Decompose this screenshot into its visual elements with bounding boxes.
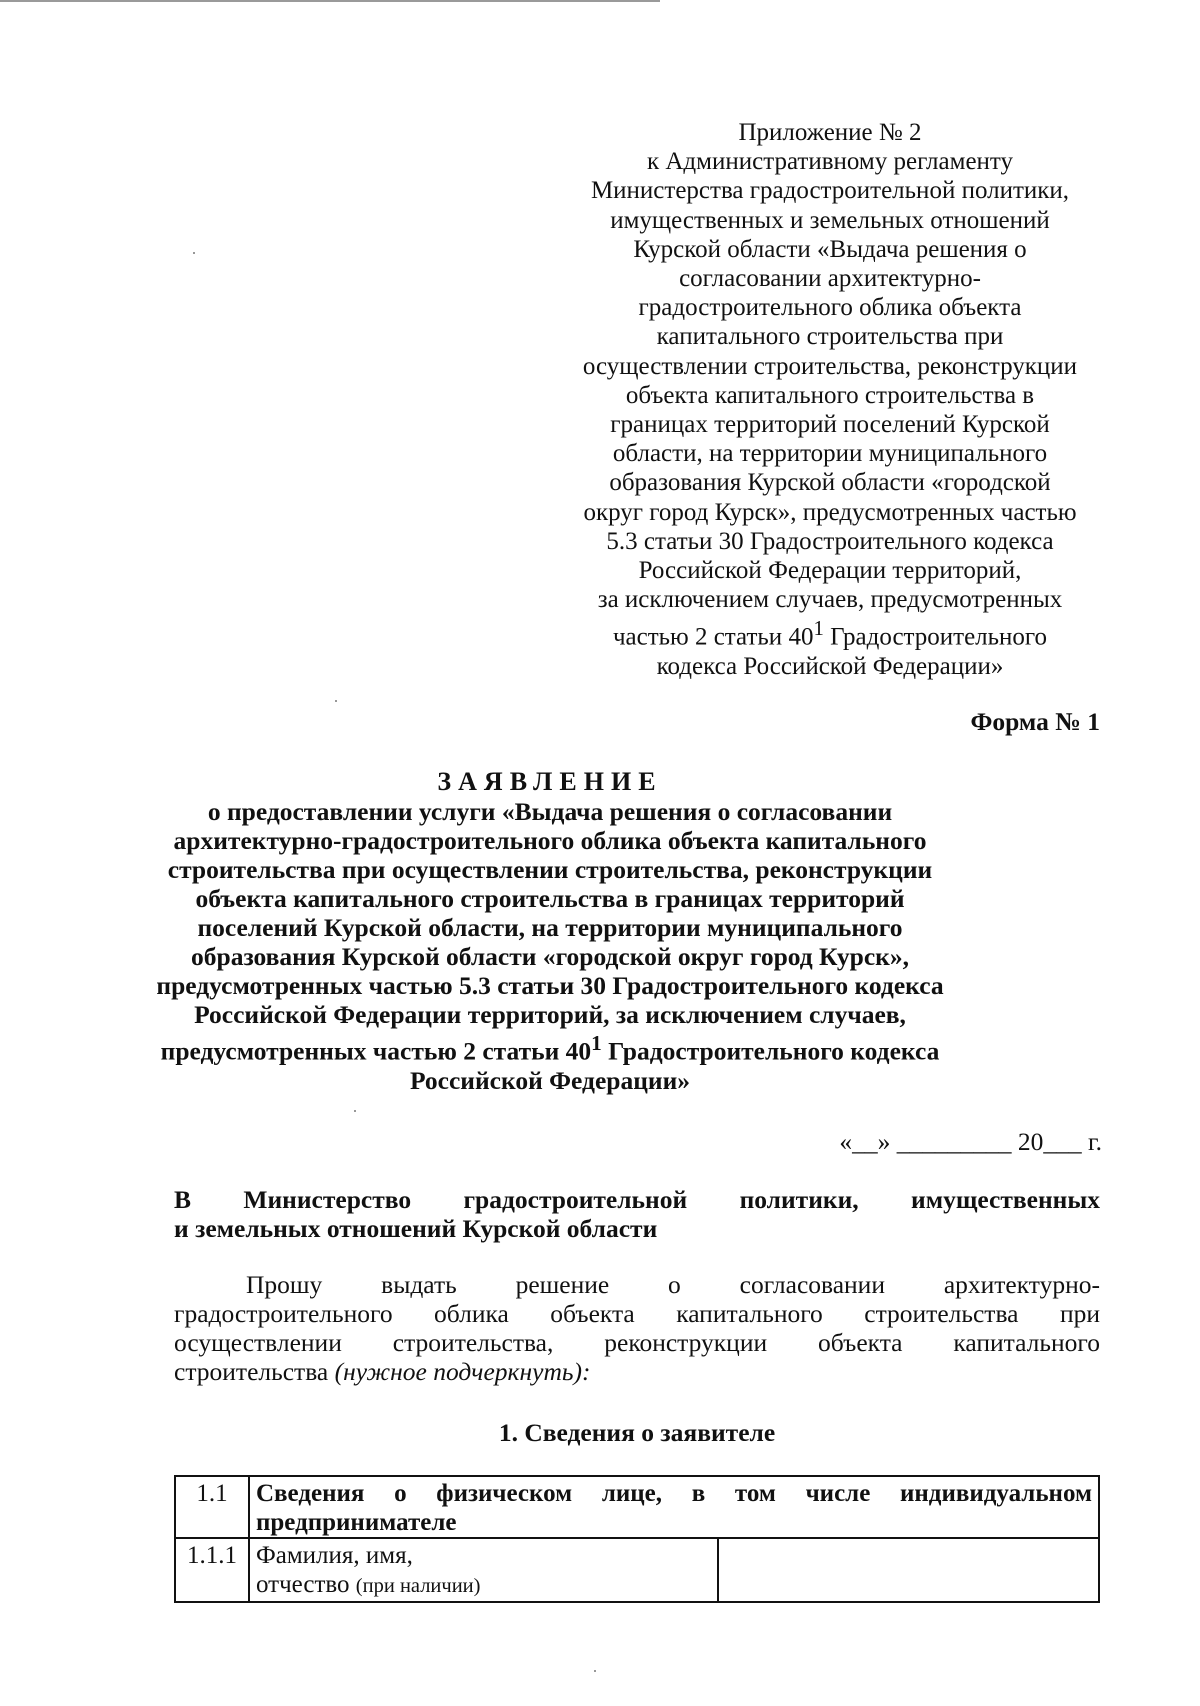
appendix-line: капитального строительства при (656, 323, 1004, 351)
request-line: Прошу выдать решение о согласовании архитектурно- (246, 1270, 1100, 1299)
appendix-line: согласовании архитектурно- (679, 265, 981, 293)
addressee (174, 1185, 1100, 1243)
appendix-line: округ город Курск», предусмотренных частью (583, 498, 1077, 526)
appendix-line: объекта капитального строительства в (625, 381, 1035, 409)
appendix-line: Российской Федерации территорий, (638, 557, 1022, 585)
appendix-article-superscript: 1 (813, 616, 824, 641)
subtitle-article-text: предусмотренных частью 2 статьи 40 (160, 1036, 592, 1066)
row-heading (249, 1476, 1099, 1538)
form-number: Форма № 1 (970, 707, 1100, 736)
appendix-line: Курской области «Выдача решения о (633, 235, 1027, 263)
field-label-line: отчество (256, 1571, 350, 1598)
addressee-line: В Министерство градостроительной политики, имущественных (174, 1185, 1100, 1214)
subtitle-line: архитектурно-градостроительного облика объекта капитального (173, 826, 927, 855)
request-line (174, 1357, 1100, 1386)
request-hint: (нужное подчеркнуть): (334, 1357, 591, 1386)
scan-speck (354, 1110, 356, 1112)
field-label-line: Фамилия, имя, (256, 1542, 413, 1569)
subtitle-line: предусмотренных частью 5.3 статьи 30 Градостроительного кодекса (156, 971, 944, 1000)
scan-speck (193, 252, 195, 254)
request-paragraph (174, 1270, 1100, 1386)
appendix-line: имущественных и земельных отношений (610, 206, 1050, 234)
subtitle-line: поселений Курской области, на территории муниципального (197, 913, 903, 942)
appendix-article-line (540, 614, 1120, 652)
appendix-article-text-after: Градостроительного (823, 623, 1048, 651)
table-row (175, 1538, 1099, 1602)
field-label-note: (при наличии) (355, 1575, 481, 1597)
scan-speck (335, 700, 337, 702)
request-line: осуществлении строительства, реконструкции объекта капитального (174, 1328, 1100, 1357)
scan-speck (594, 1670, 596, 1672)
subtitle-article-text-after: Градостроительного кодекса (601, 1036, 940, 1066)
addressee-line: и земельных отношений Курской области (174, 1214, 658, 1243)
appendix-line: области, на территории муниципального (612, 440, 1048, 468)
date-field[interactable]: «__» _________ 20___ г. (839, 1127, 1102, 1156)
subtitle-article-superscript: 1 (591, 1031, 602, 1055)
appendix-line: градостроительного облика объекта (638, 294, 1022, 322)
appendix-article-text: частью 2 статьи 40 (612, 623, 814, 651)
appendix-line: за исключением случаев, предусмотренных (597, 586, 1063, 614)
table-row (175, 1476, 1099, 1538)
appendix-line: к Административному регламенту (646, 148, 1014, 176)
full-name-field[interactable] (718, 1538, 1099, 1602)
subtitle-line: образования Курской области «городской округ город Курск», (191, 942, 909, 971)
subtitle-line: объекта капитального строительства в границах территорий (195, 884, 905, 913)
row-heading-line: предпринимателе (256, 1509, 457, 1536)
row-number: 1.1.1 (175, 1538, 249, 1602)
subtitle-line: Российской Федерации» (409, 1065, 691, 1095)
scan-edge (0, 0, 660, 2)
document-title: ЗАЯВЛЕНИЕ (437, 767, 663, 796)
appendix-header (540, 118, 1120, 681)
appendix-line: осуществлении строительства, реконструкции (582, 352, 1078, 380)
row-number: 1.1 (175, 1476, 249, 1538)
subtitle-article-line (120, 1029, 980, 1066)
appendix-line: Приложение № 2 (738, 119, 922, 146)
appendix-line: границах территорий поселений Курской (610, 411, 1050, 439)
subtitle-line: Российской Федерации территорий, за исключением случаев, (194, 1000, 906, 1029)
appendix-line: кодекса Российской Федерации» (656, 652, 1004, 680)
subtitle-line: о предоставлении услуги «Выдача решения о согласовании (207, 797, 893, 826)
appendix-line: 5.3 статьи 30 Градостроительного кодекса (606, 527, 1054, 555)
row-heading-line: Сведения о физическом лице, в том числе индивидуальном (256, 1480, 1092, 1507)
request-line: градостроительного облика объекта капитального строительства при (174, 1299, 1100, 1328)
appendix-line: образования Курской области «городской (609, 469, 1051, 497)
subtitle-line: строительства при осуществлении строительства, реконструкции (167, 855, 933, 884)
request-text: строительства (174, 1357, 335, 1386)
document-subtitle (120, 797, 980, 1095)
section-title: 1. Сведения о заявителе (498, 1418, 776, 1447)
applicant-info-table (174, 1475, 1100, 1603)
field-label (249, 1538, 718, 1602)
appendix-line: Министерства градостроительной политики, (590, 177, 1070, 205)
